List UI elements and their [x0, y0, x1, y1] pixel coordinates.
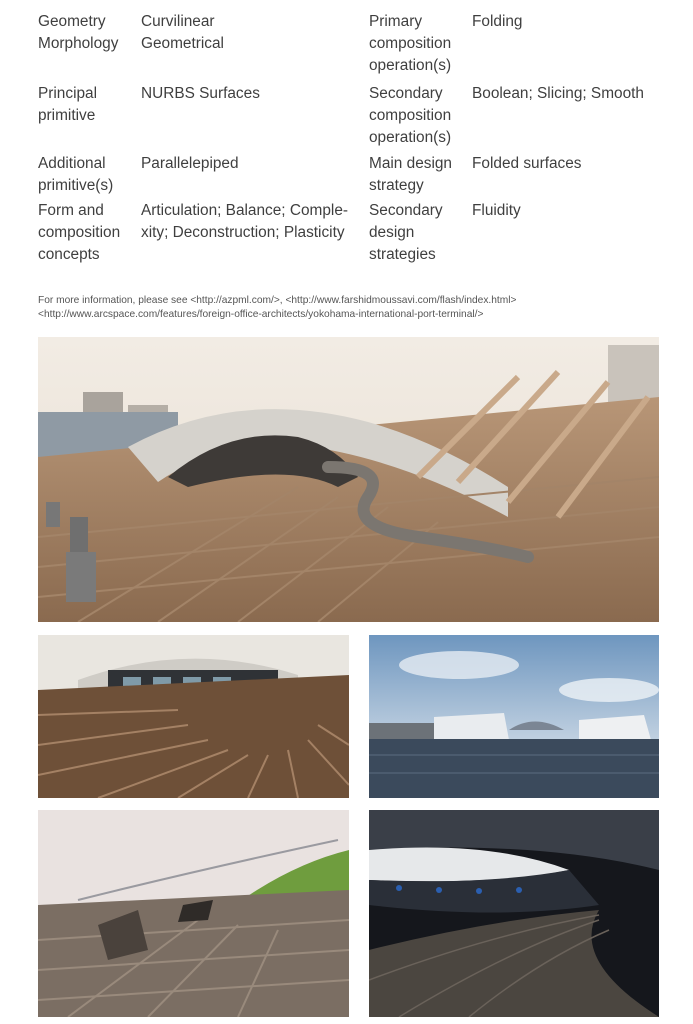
value-secondary-design-strategies: Fluidity [472, 202, 521, 219]
label-principal-primitive: Principal primitive [38, 85, 98, 124]
value-additional-primitive: Parallelepiped [141, 155, 239, 172]
photo-cruise-ships [369, 635, 659, 798]
photo-deck-overview [38, 337, 659, 622]
info-line-1: For more information, please see <http://azpml.com/>, <http://www.farshidmoussavi.com/flash/index.html> [38, 295, 517, 306]
label-geometry-morphology: Geometry Morphology [38, 13, 119, 52]
info-line-2: <http://www.arcspace.com/features/foreign-office-architects/yokohama-international-port-terminal/> [38, 309, 484, 320]
label-primary-operation: Primary composition operation(s) [369, 13, 452, 74]
label-secondary-design-strategies: Secondary design strategies [369, 202, 443, 263]
more-information-note [38, 294, 668, 322]
label-form-composition-concepts: Form and composition concepts [38, 202, 121, 263]
label-additional-primitive: Additional primitive(s) [38, 155, 114, 194]
value-form-composition-concepts: Articulation; Balance; Comple- xity; Deconstruction; Plasticity [141, 202, 349, 241]
label-secondary-operation: Secondary composition operation(s) [369, 85, 452, 146]
photo-terminal-entrance [38, 635, 349, 798]
value-primary-operation: Folding [472, 13, 523, 30]
photo-interior-tunnel [369, 810, 659, 1017]
value-principal-primitive: NURBS Surfaces [141, 85, 260, 102]
photo-deck-grass [38, 810, 349, 1017]
value-main-design-strategy: Folded surfaces [472, 155, 582, 172]
label-main-design-strategy: Main design strategy [369, 155, 452, 194]
value-geometry-morphology: Curvilinear Geometrical [141, 13, 224, 52]
value-secondary-operation: Boolean; Slicing; Smooth [472, 85, 644, 102]
